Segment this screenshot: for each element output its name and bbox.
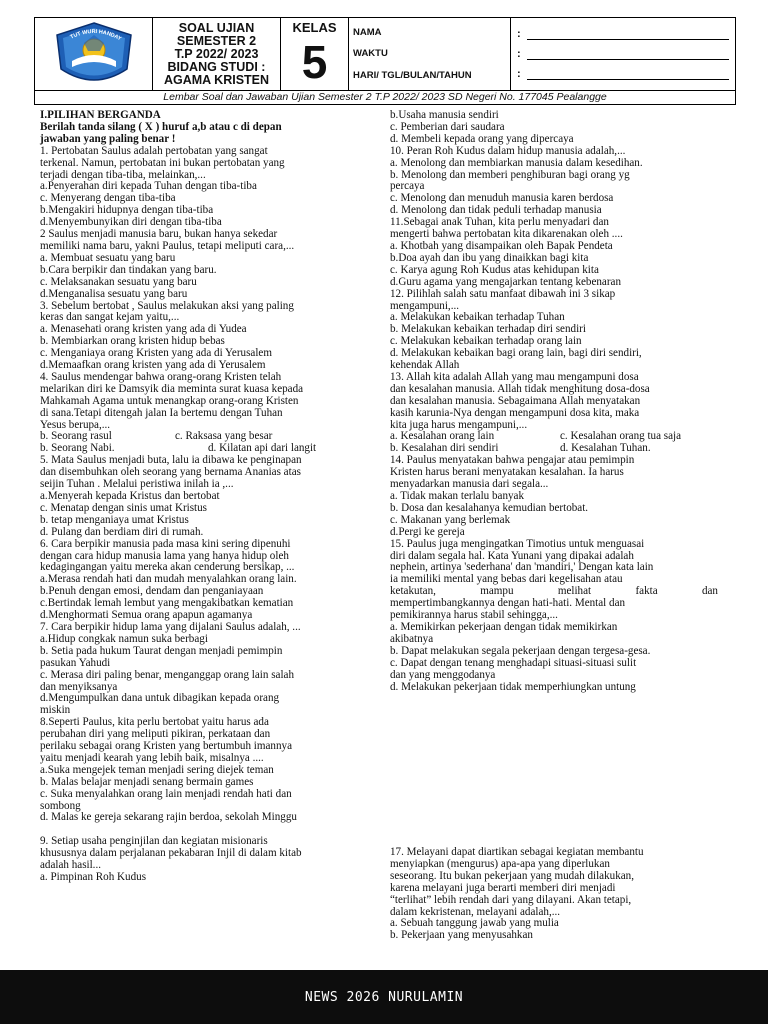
field-label-nama: NAMA: [353, 27, 382, 39]
text-line: a. Khotbah yang disampaikan oleh Bapak Pendeta: [390, 239, 613, 252]
text-line: a. Menolong dan membiarkan manusia dalam kesedihan.: [390, 156, 643, 169]
text-line: 13. Allah kita adalah Allah yang mau mengampuni dosa: [390, 370, 639, 383]
subject-line: SEMESTER 2: [176, 33, 257, 48]
text-line: c. Pemberian dari saudara: [390, 120, 505, 133]
text-line: d.Mengumpulkan dana untuk dibagikan kepada orang: [40, 692, 280, 705]
kelas-label: KELAS: [292, 20, 337, 35]
text-line: perilaku sebagai orang Kristen yang bertumbuh imannya: [40, 740, 292, 753]
word: fakta: [635, 585, 658, 598]
text-line: b.Cara berpikir dan tindakan yang baru.: [40, 263, 217, 276]
text-line: mengerti bahwa pertobatan kita dikarenakan oleh ....: [390, 228, 623, 241]
right-column: [390, 110, 718, 693]
subject-line: BIDANG STUDI :: [167, 59, 266, 74]
subject-line: T.P 2022/ 2023: [174, 46, 259, 61]
text-line: Kristen harus berani menyatakan kesalahan. Ia harus: [390, 466, 624, 479]
text-line: kehendak Allah: [390, 359, 460, 372]
text-line: 3. Sebelum bertobat , Saulus melakukan aksi yang paling: [40, 299, 294, 312]
waktu-input-line[interactable]: :: [517, 48, 729, 60]
option-text: b. Seorang Nabi.: [40, 442, 115, 455]
text-line: menyiapkan (mengurus) apa-apa yang diperlukan: [390, 857, 610, 870]
option-text: d. Kilatan api dari langit: [208, 442, 317, 455]
text-line: 6. Cara berpikir manusia pada masa kini sering dipenuhi: [40, 537, 291, 550]
text-line: d. Melakukan pekerjaan tidak memperhiungkan untung: [390, 680, 636, 693]
text-line: c. Menolong dan menuduh manusia karen berdosa: [390, 192, 614, 205]
text-line: a.Menyerah kepada Kristus dan bertobat: [40, 490, 220, 502]
kelas-number: 5: [301, 36, 328, 88]
field-label-waktu: WAKTU: [353, 48, 388, 60]
text-line: 12. Pilihlah salah satu manfaat dibawah ini 3 sikap: [390, 287, 616, 300]
text-line: b.Usaha manusia sendiri: [390, 109, 499, 121]
text-line: sombong: [40, 799, 81, 812]
svg-text:TUT WURI HANDAYANI: TUT WURI HANDAY: [68, 28, 122, 43]
text-line: terjadi dengan tiba-tiba, melainkan,...: [40, 168, 206, 181]
option-text: b. Seorang rasul: [40, 430, 112, 443]
text-line: kasih karunia-Nya dengan mengampuni dosa kita, maka: [390, 406, 640, 419]
text-line: a. Sebuah tanggung jawab yang mulia: [390, 917, 559, 930]
text-line: d. Menolong dan tidak peduli terhadap manusia: [390, 204, 602, 217]
text-line: “terlihat” lebih rendah dari yang dilayani. Akan tetapi,: [390, 893, 632, 906]
text-line: diri dalam segala hal. Kata Yunani yang dipakai adalah: [390, 549, 634, 562]
text-line: miskin: [40, 704, 71, 717]
text-line: dan menyiksanya: [40, 680, 118, 693]
text-line: b. Setia pada hukum Taurat dengan menjadi pemimpin: [40, 644, 283, 657]
text-line: karena melayani juga berarti memberi diri menjadi: [390, 881, 616, 894]
text-line: jawaban yang paling benar !: [40, 132, 176, 145]
text-line: percaya: [390, 180, 425, 193]
text-line: d.Memaafkan orang kristen yang ada di Yerusalem: [40, 359, 266, 372]
option-text: a. Kesalahan orang lain: [390, 430, 495, 443]
text-line: seijin Tuhan . Melalui peristiwa inilah ia ,...: [40, 478, 234, 491]
text-line: 9. Setiap usaha penginjilan dan kegiatan misionaris: [40, 835, 268, 848]
text-line: 4. Saulus mendengar bahwa orang-orang Kristen telah: [40, 370, 282, 383]
text-line: mengampuni,...: [390, 299, 460, 312]
text-line: b. Membiarkan orang kristen hidup bebas: [40, 335, 225, 348]
text-line: d.Pergi ke gereja: [390, 525, 465, 538]
text-line: b. Dapat melakukan segala pekerjaan dengan tergesa-gesa.: [390, 644, 651, 657]
hari-input-line[interactable]: :: [517, 68, 729, 80]
tut-wuri-handayani-logo-icon: [54, 21, 134, 87]
text-line: c. Menganiaya orang Kristen yang ada di Yerusalem: [40, 347, 272, 360]
text-line: c. Dapat dengan tenang menghadapi situasi-situasi sulit: [390, 656, 637, 669]
option-text: c. Raksasa yang besar: [175, 430, 273, 443]
text-line: a. Melakukan kebaikan terhadap Tuhan: [390, 311, 565, 324]
subtitle: Lembar Soal dan Jawaban Ujian Semester 2 T.P 2022/ 2023 SD Negeri No. 177045 Pealangge: [34, 91, 736, 105]
option-text: b. Kesalahan diri sendiri: [390, 442, 499, 455]
text-line: d.Menganalisa sesuatu yang baru: [40, 287, 188, 300]
text-line: c. Melakukan kebaikan terhadap orang lain: [390, 335, 582, 348]
fields-cell: [349, 18, 511, 90]
text-line: kedagingangan yaitu mereka akan cenderung bersikap, ...: [40, 561, 295, 574]
right-bottom-section: [390, 847, 718, 942]
text-line: 17. Melayani dapat diartikan sebagai kegiatan membantu: [390, 846, 644, 858]
subject-line: SOAL UJIAN: [178, 20, 255, 35]
text-line: I.PILIHAN BERGANDA: [40, 109, 161, 121]
field-label-hari: HARI/ TGL/BULAN/TAHUN: [353, 69, 472, 81]
text-line: b. Menolong dan memberi penghiburan bagi orang yg: [390, 168, 630, 181]
text-line: 5. Mata Saulus menjadi buta, lalu ia dibawa ke penginapan: [40, 454, 302, 467]
subject-cell: [153, 18, 281, 90]
text-line: c. Menatap dengan sinis umat Kristus: [40, 501, 207, 514]
kelas-cell: [281, 18, 349, 90]
text-line: dan disembuhkan oleh seorang yang bernama Ananias atas: [40, 466, 301, 479]
text-line: 8.Seperti Paulus, kita perlu bertobat yaitu harus ada: [40, 716, 269, 729]
nama-input-line[interactable]: :: [517, 28, 729, 40]
text-line: Yesus berupa,...: [40, 418, 111, 431]
text-line: b.Doa ayah dan ibu yang dinaikkan bagi kita: [390, 251, 589, 264]
left-column: [40, 110, 368, 884]
text-line: c. Makanan yang berlemak: [390, 513, 511, 526]
text-line: b.Penuh dengan emosi, dendam dan penganiayaan: [40, 585, 264, 598]
text-line: c. Menyerang dengan tiba-tiba: [40, 192, 176, 205]
footer-text: NEWS 2026 NURULAMIN: [304, 989, 464, 1005]
text-line: a.Hidup congkak namun suka berbagi: [40, 632, 208, 645]
text-line: 14. Paulus menyatakan bahwa pengajar atau pemimpin: [390, 454, 635, 467]
text-line: a. Membuat sesuatu yang baru: [40, 251, 176, 264]
text-line: nephein, artinya 'sederhana' dan 'mandiri,' Dengan kata lain: [390, 561, 654, 574]
word: ketakutan,: [390, 585, 436, 598]
text-line: adalah hasil...: [40, 859, 101, 872]
word: dan: [701, 585, 718, 598]
text-line: a. Menasehati orang kristen yang ada di Yudea: [40, 323, 247, 336]
text-line: yaitu menjadi kearah yang lebih baik, misalnya ....: [40, 751, 264, 764]
text-line: c. Merasa diri paling benar, menganggap orang lain salah: [40, 668, 295, 681]
text-line: 2 Saulus menjadi manusia baru, bukan hanya sekedar: [40, 228, 278, 241]
answer-lines-cell: [511, 18, 735, 90]
text-line: di sana.Tetapi ditengah jalan Ia bertemu dengan Tuhan: [40, 406, 283, 419]
text-line: b. Malas belajar menjadi senang bermain games: [40, 775, 254, 788]
text-line: b. Pekerjaan yang menyusahkan: [390, 929, 533, 942]
text-line: melarikan diri ke Damsyik dia meminta surat kuasa kepada: [40, 382, 304, 395]
text-line: akibatnya: [390, 632, 434, 645]
text-line: keras dan sangat kejam yaitu,...: [40, 311, 180, 324]
text-line: a.Penyerahan diri kepada Tuhan dengan tiba-tiba: [40, 180, 257, 193]
text-line: b. tetap menganiaya umat Kristus: [40, 513, 189, 526]
text-line: a.Merasa rendah hati dan mudah menyalahkan orang lain.: [40, 573, 297, 586]
text-line: b.Mengakiri hidupnya dengan tiba-tiba: [40, 204, 214, 217]
text-line: 11.Sebagai anak Tuhan, kita perlu menyadari dan: [390, 216, 609, 229]
text-line: d. Membeli kepada orang yang dipercaya: [390, 132, 574, 145]
text-line: a. Pimpinan Roh Kudus: [40, 870, 147, 883]
text-line: a. Tidak makan terlalu banyak: [390, 490, 525, 502]
word: mampu: [480, 585, 514, 598]
option-text: c. Kesalahan orang tua saja: [560, 430, 682, 443]
option-text: d. Kesalahan Tuhan.: [560, 442, 651, 455]
text-line: mempertimbangkannya dengan hati-hati. Mental dan: [390, 597, 626, 610]
text-line: pemikirannya harus stabil sehingga,...: [390, 609, 558, 622]
text-line: d. Malas ke gereja sekarang rajin berdoa, sekolah Minggu: [40, 811, 297, 824]
text-line: b. Dosa dan kesalahanya kemudian bertobat.: [390, 501, 589, 514]
text-line: ia memiliki mental yang bebas dari kegelisahan atau: [390, 573, 623, 586]
text-line: d.Menghormati Semua orang apapun agamanya: [40, 609, 253, 622]
text-line: d.Menyembunyikan diri dengan tiba-tiba: [40, 216, 222, 229]
text-line: dan kesalahan manusia. Allah tidak menghitung dosa-dosa: [390, 382, 650, 395]
word: melihat: [557, 585, 592, 598]
text-line: 1. Pertobatan Saulus adalah pertobatan yang sangat: [40, 144, 268, 157]
text-line: memiliki nama baru, yakni Paulus, tetapi meliputi cara,...: [40, 239, 295, 252]
text-line: Mahkamah Agama untuk menangkap orang-orang Kristen: [40, 394, 299, 407]
subject-line: AGAMA KRISTEN: [163, 72, 270, 87]
text-line: 15. Paulus juga mengingatkan Timotius untuk menguasai: [390, 537, 645, 550]
text-line: c. Suka menyalahkan orang lain menjadi rendah hati dan: [40, 787, 292, 800]
text-line: Berilah tanda silang ( X ) huruf a,b atau c di depan: [40, 120, 282, 133]
text-line: pasukan Yahudi: [40, 656, 111, 669]
text-line: dalam kekristenan, melayani adalah,...: [390, 905, 561, 918]
text-line: d. Melakukan kebaikan bagi orang lain, bagi diri sendiri,: [390, 347, 642, 360]
text-line: 7. Cara berpikir hidup lama yang dijalani Saulus adalah, ...: [40, 620, 301, 633]
text-line: menyadarkan manusia dari segala...: [390, 478, 549, 491]
text-line: kita juga harus mengampuni,...: [390, 418, 528, 431]
text-line: b. Melakukan kebaikan terhadap diri sendiri: [390, 323, 586, 336]
logo-cell: [35, 18, 153, 90]
text-line: dan yang menggodanya: [390, 668, 496, 681]
text-line: seseorang. Itu bukan pekerjaan yang mudah dilakukan,: [390, 869, 634, 882]
text-line: dengan cara hidup manusia lama yang hanya hidup oleh: [40, 549, 289, 562]
text-line: terkenal. Namun, pertobatan ini bukan pertobatan yang: [40, 156, 285, 169]
text-line: c.Bertindak lemah lembut yang mengakibatkan kematian: [40, 597, 294, 610]
text-line: d. Pulang dan berdiam diri di rumah.: [40, 525, 204, 538]
footer-banner: [0, 970, 768, 1024]
text-line: 10. Peran Roh Kudus dalam hidup manusia adalah,...: [390, 144, 626, 157]
text-line: khususnya dalam perjalanan pekabaran Injil di dalam kitab: [40, 847, 302, 860]
text-line: c. Melaksanakan sesuatu yang baru: [40, 275, 197, 288]
text-line: dan kesalahan manusia. Sebagaimana Allah menyatakan: [390, 394, 641, 407]
text-line: c. Karya agung Roh Kudus atas kehidupan kita: [390, 263, 599, 276]
text-line: a.Suka mengejek teman menjadi sering diejek teman: [40, 763, 274, 776]
exam-header: [34, 17, 736, 91]
text-line: perubahan diri yang meliputi pikiran, perkataan dan: [40, 728, 271, 741]
text-line: d.Guru agama yang mengajarkan tentang kebenaran: [390, 275, 622, 288]
text-line: a. Memikirkan pekerjaan dengan tidak memikirkan: [390, 620, 618, 633]
